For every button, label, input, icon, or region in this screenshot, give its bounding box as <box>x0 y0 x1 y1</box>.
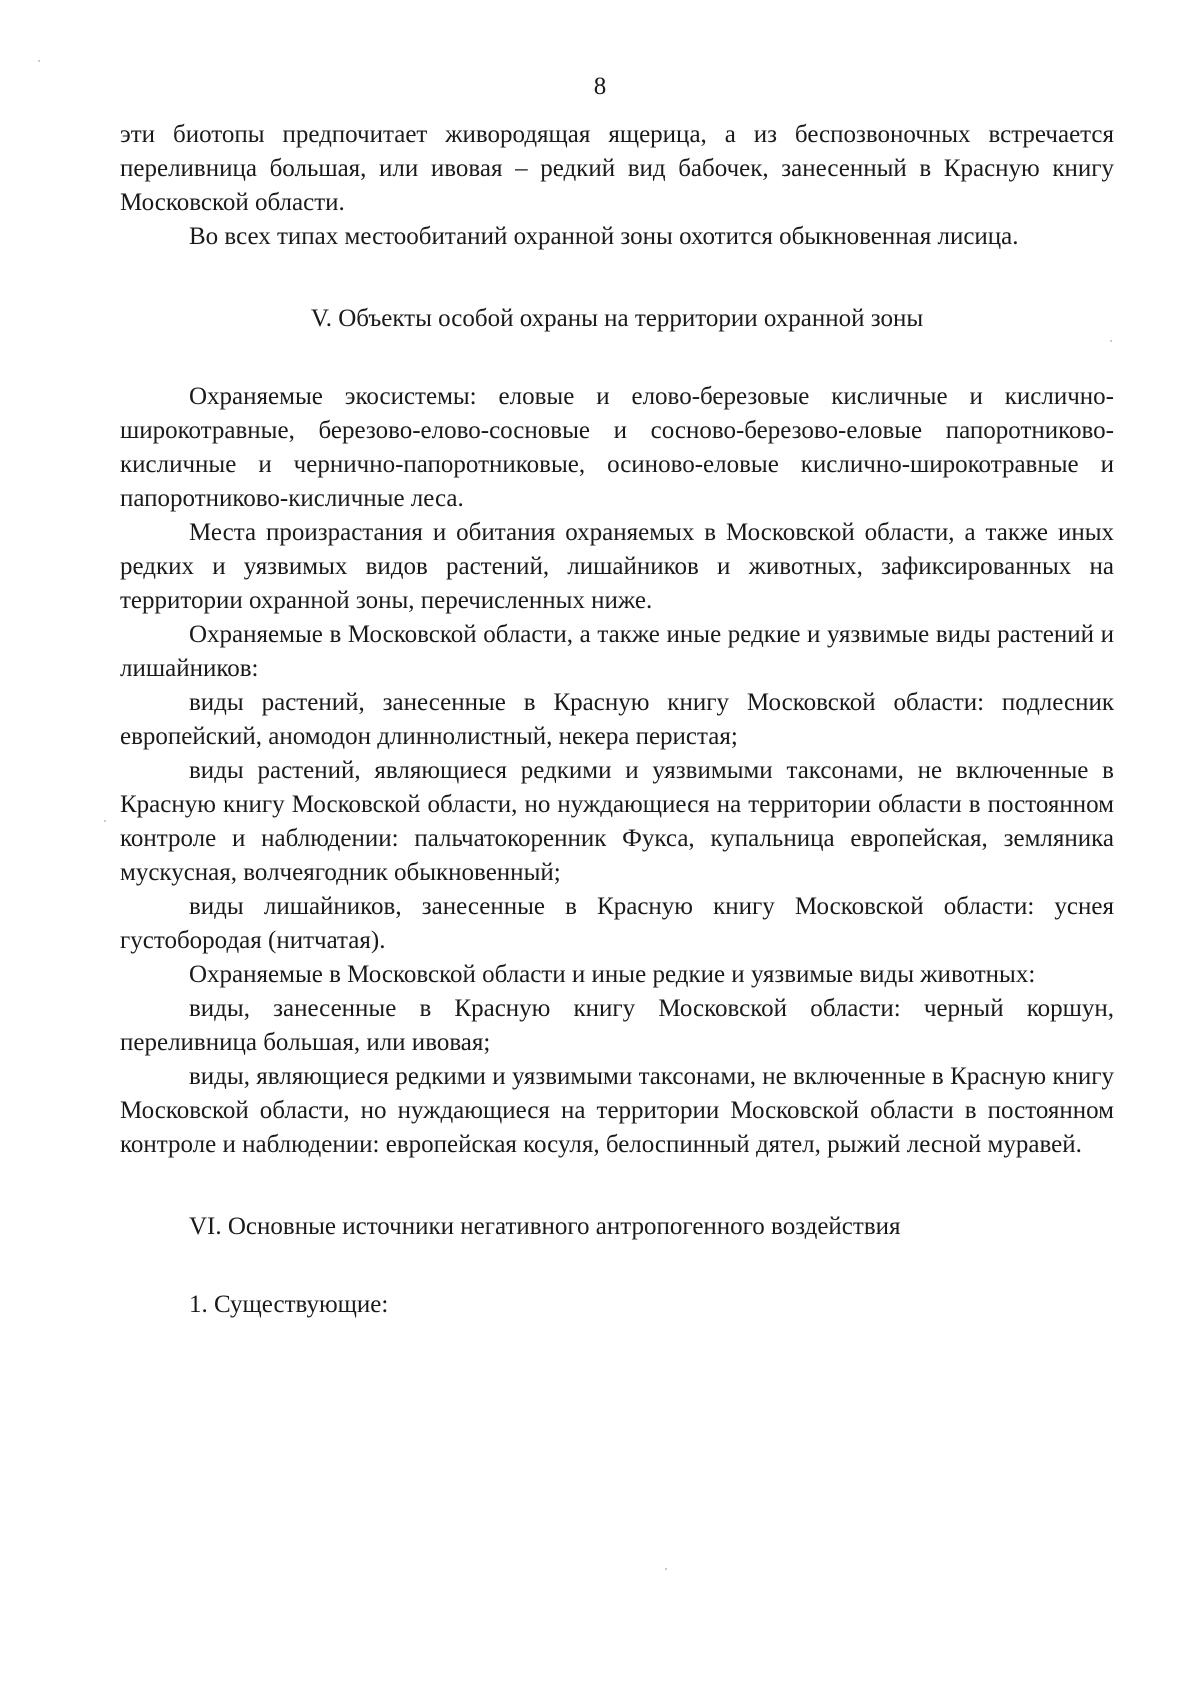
paragraph-red-book-plants: виды растений, занесенные в Красную книгу Московской области: подлесник европейский, аномодон длиннолистный, некера перистая; <box>120 689 1114 750</box>
paragraph-red-book-animals: виды, занесенные в Красную книгу Московской области: черный коршун, переливница большая, или ивовая; <box>120 995 1114 1056</box>
paragraph-fox: Во всех типах местообитаний охранной зоны охотится обыкновенная лисица. <box>189 223 1019 250</box>
spacer <box>120 1244 1114 1288</box>
section-heading-negative-impact: VI. Основные источники негативного антропогенного воздействия <box>189 1213 901 1240</box>
paragraph-animals-intro: Охраняемые в Московской области и иные редкие и уязвимые виды животных: <box>189 961 1036 988</box>
paragraph-rare-plants: виды растений, являющиеся редкими и уязвимыми таксонами, не включенные в Красную книгу Московской области, но нуждающиеся на территории области в постоянном контроле и наблюдении: пальчатокоренник Фукса, купальница европейская, земляника мускусная, волчеягодник обыкновенный; <box>120 757 1114 886</box>
page-body <box>120 118 1114 1322</box>
scan-speck <box>104 820 106 822</box>
spacer <box>120 1162 1114 1210</box>
paragraph-biotopes: эти биотопы предпочитает живородящая ящерица, а из беспозвоночных встречается переливница большая, или ивовая – редкий вид бабочек, занесенный в Красную книгу Московской области. <box>120 121 1114 216</box>
paragraph-ecosystems: Охраняемые экосистемы: еловые и елово-березовые кисличные и кислично-широкотравные, березово-елово-сосновые и сосново-березово-еловые папоротниково-кисличные и чернично-папоротниковые, осиново-еловые кислично-широкотравные и папоротниково-кисличные леса. <box>120 383 1114 512</box>
scan-speck <box>1110 340 1112 342</box>
paragraph-rare-animals: виды, являющиеся редкими и уязвимыми таксонами, не включенные в Красную книгу Московской области, но нуждающиеся на территории Московской области в постоянном контроле и наблюдении: европейская косуля, белоспинный дятел, рыжий лесной муравей. <box>120 1063 1114 1158</box>
scan-speck <box>38 60 40 62</box>
subsection-existing: 1. Существующие: <box>189 1291 389 1318</box>
paragraph-habitats: Места произрастания и обитания охраняемых в Московской области, а также иных редких и уязвимых видов растений, лишайников и животных, зафиксированных на территории охранной зоны, перечисленных ниже. <box>120 519 1114 614</box>
paragraph-plants-lichens-intro: Охраняемые в Московской области, а также иные редкие и уязвимые виды растений и лишайников: <box>120 621 1114 682</box>
scan-speck <box>665 1568 667 1570</box>
section-heading-protected-objects: V. Объекты особой охраны на территории охранной зоны <box>310 305 924 332</box>
page-number: 8 <box>593 73 607 100</box>
spacer <box>120 336 1114 380</box>
paragraph-red-book-lichens: виды лишайников, занесенные в Красную книгу Московской области: уснея густобородая (нитчатая). <box>120 893 1114 954</box>
spacer <box>120 254 1114 302</box>
